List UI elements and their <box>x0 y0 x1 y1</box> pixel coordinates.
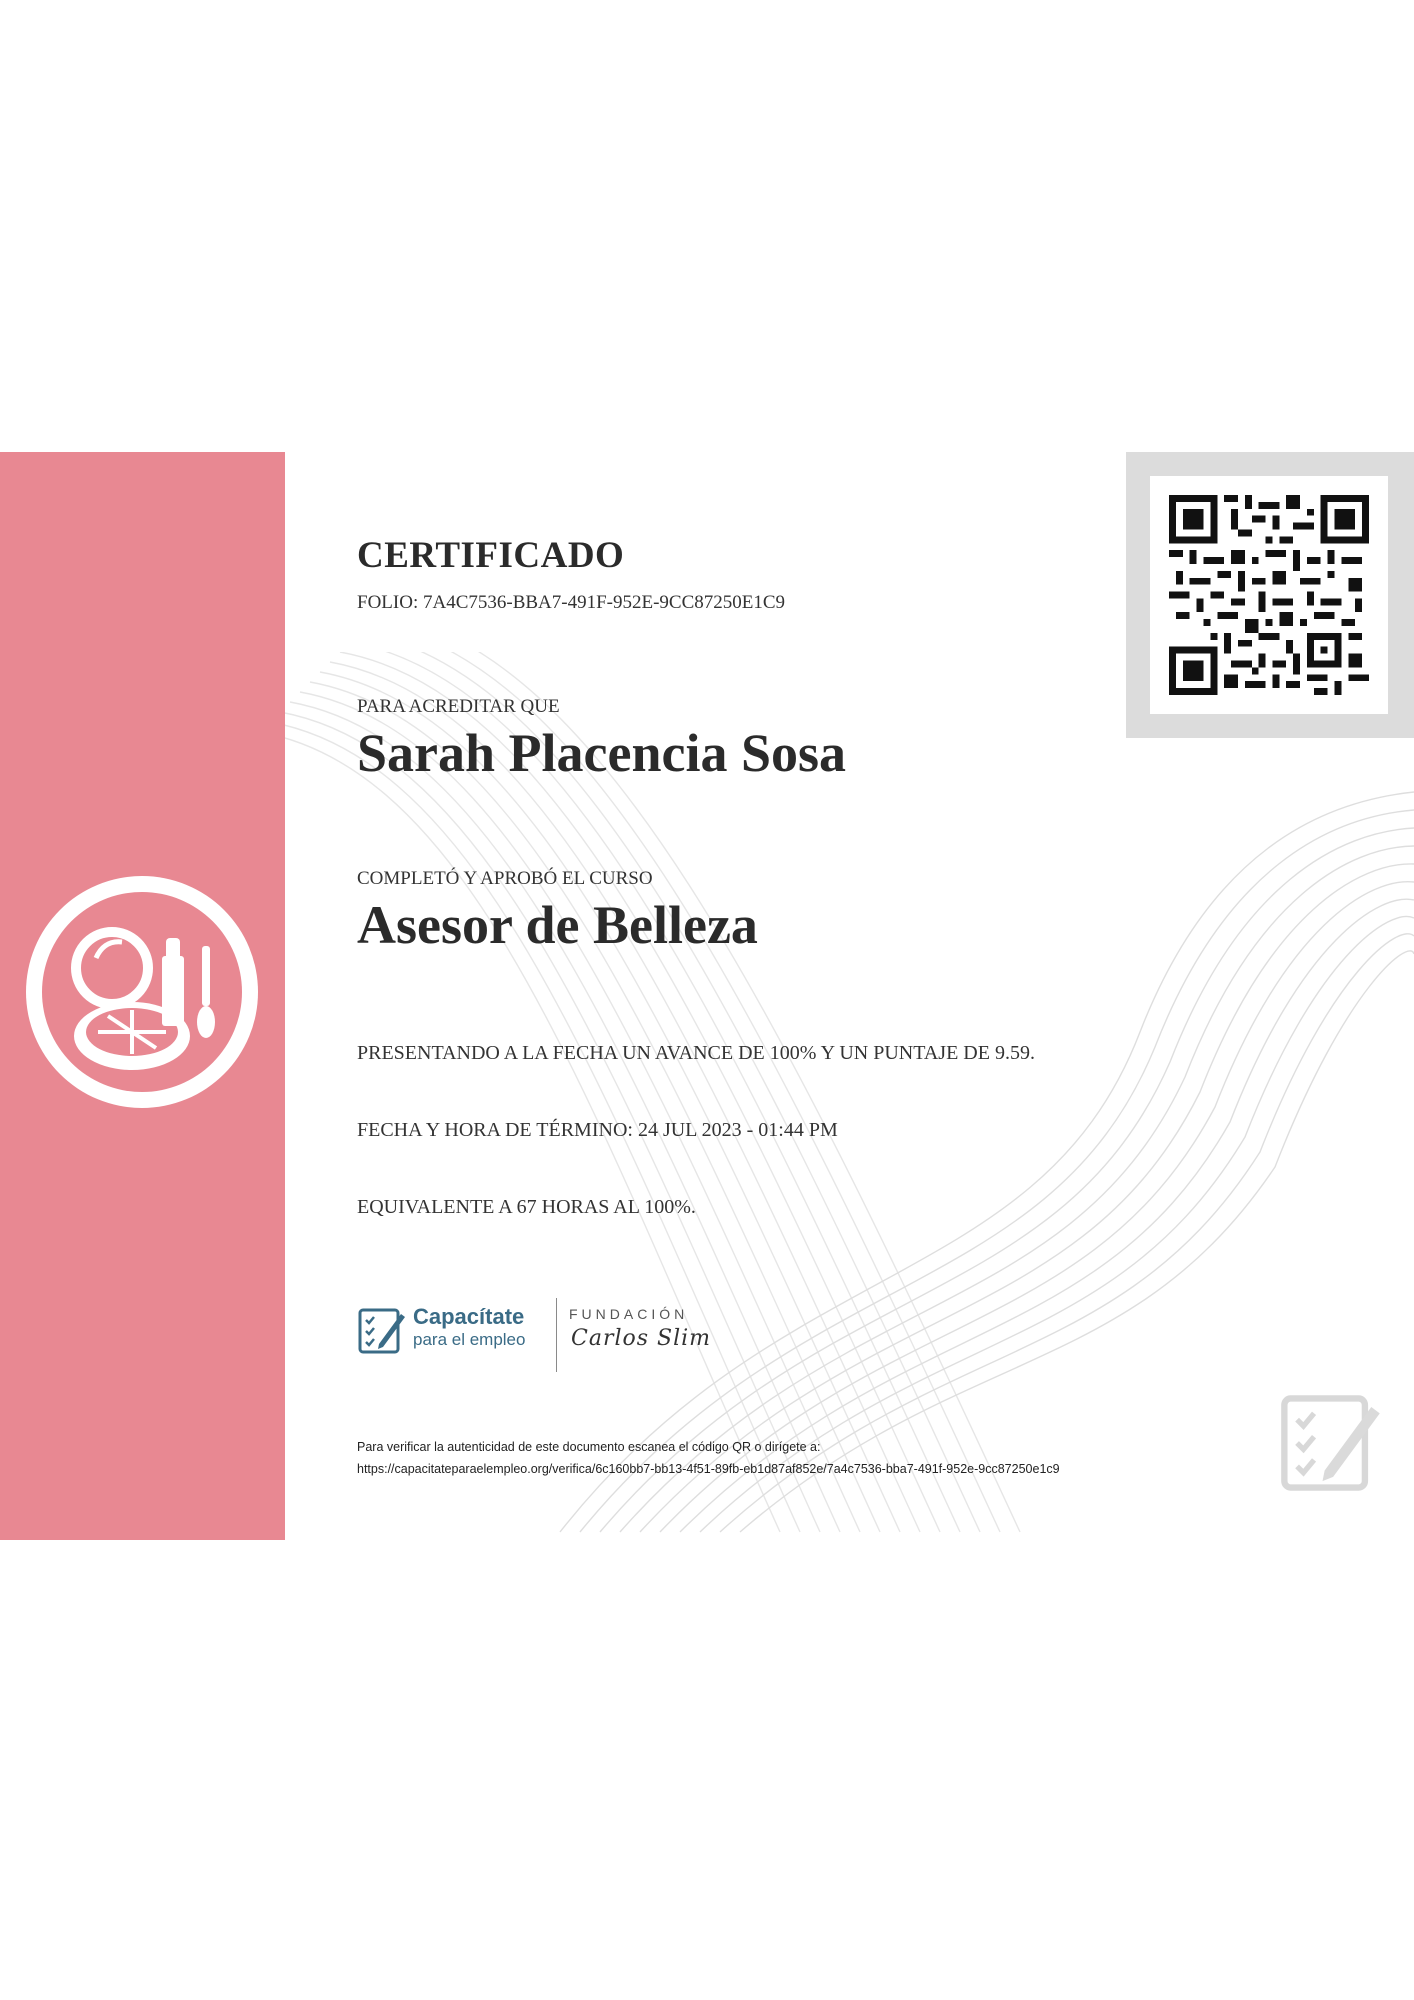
sponsor-logos <box>357 1298 737 1364</box>
course-badge <box>26 876 258 1108</box>
capacitate-name: Capacítate <box>413 1304 525 1329</box>
capacitate-subtitle: para el empleo <box>413 1330 526 1349</box>
fundacion-name: Carlos Slim <box>571 1326 712 1351</box>
checklist-watermark-icon <box>1278 1390 1384 1496</box>
verification-text: Para verificar la autenticidad de este documento escanea el código QR o dirígete a: <box>357 1440 821 1454</box>
course-name: Asesor de Belleza <box>357 895 758 955</box>
qr-code-frame <box>1126 452 1414 738</box>
course-label: COMPLETÓ Y APROBÓ EL CURSO <box>357 868 653 889</box>
verification-url[interactable]: https://capacitateparaelempleo.org/verifica/6c160bb7-bb13-4f51-89fb-eb1d87af852e/7a4c7536-bba7-491f-952e-9cc87250e1c9 <box>357 1462 1060 1476</box>
completion-date-line: FECHA Y HORA DE TÉRMINO: 24 JUL 2023 - 01:44 PM <box>357 1119 838 1141</box>
certificate-title: CERTIFICADO <box>357 535 625 576</box>
hours-line: EQUIVALENTE A 67 HORAS AL 100%. <box>357 1196 696 1218</box>
progress-line: PRESENTANDO A LA FECHA UN AVANCE DE 100% Y UN PUNTAJE DE 9.59. <box>357 1042 1035 1064</box>
qr-code <box>1169 495 1369 695</box>
logo-divider <box>556 1298 557 1372</box>
fundacion-label: FUNDACIÓN <box>569 1306 689 1322</box>
checklist-pen-icon <box>357 1306 407 1356</box>
accredit-label: PARA ACREDITAR QUE <box>357 696 560 717</box>
wave-background <box>260 652 1414 1540</box>
verification-note <box>357 1436 1060 1480</box>
folio-number: FOLIO: 7A4C7536-BBA7-491F-952E-9CC87250E1C9 <box>357 592 786 613</box>
accent-sidebar <box>0 452 285 1540</box>
beauty-makeup-icon <box>26 876 258 1108</box>
recipient-name: Sarah Placencia Sosa <box>357 723 847 783</box>
certificate <box>0 452 1414 1540</box>
